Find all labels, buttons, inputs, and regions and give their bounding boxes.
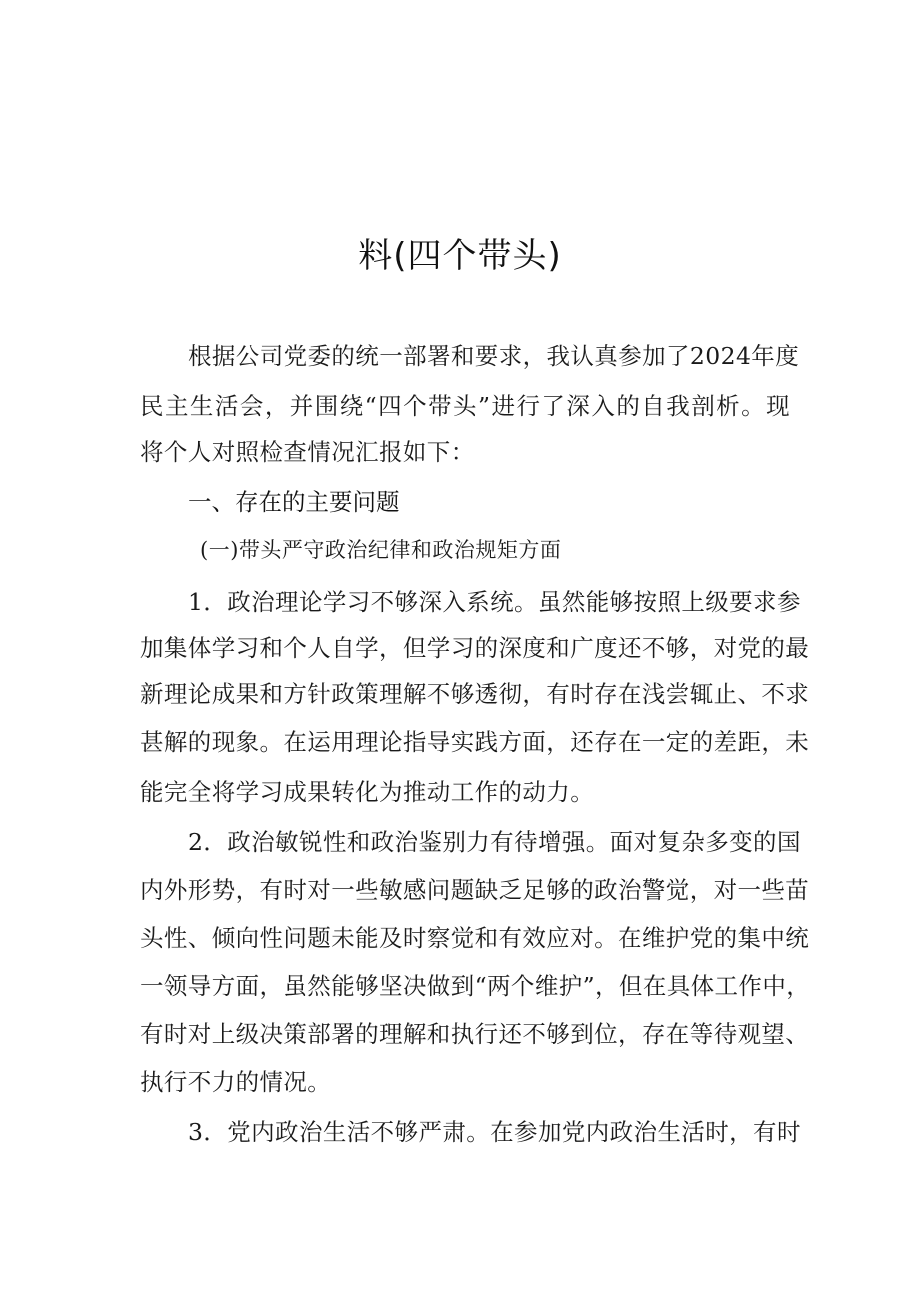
item1-line-4: 甚解的现象。在运用理论指导实践方面，还存在一定的差距，未 [140, 728, 810, 756]
item1-line-2: 加集体学习和个人自学，但学习的深度和广度还不够，对党的最 [140, 634, 810, 662]
document-title: 料(四个带头) [358, 236, 562, 276]
intro-line-1: 根据公司党委的统一部署和要求，我认真参加了2024年度 [188, 342, 800, 370]
item2-line-1: 2．政治敏锐性和政治鉴别力有待增强。面对复杂多变的国 [188, 828, 801, 856]
item2-line-2: 内外形势，有时对一些敏感问题缺乏足够的政治警觉，对一些苗 [140, 876, 810, 904]
section-heading: 一、存在的主要问题 [188, 488, 400, 516]
intro-line-3: 将个人对照检查情况汇报如下： [140, 438, 475, 466]
item2-line-5: 有时对上级决策部署的理解和执行还不够到位，存在等待观望、 [140, 1020, 810, 1048]
item2-line-6: 执行不力的情况。 [140, 1068, 332, 1096]
item1-line-1: 1．政治理论学习不够深入系统。虽然能够按照上级要求参 [188, 588, 801, 616]
item1-line-5: 能完全将学习成果转化为推动工作的动力。 [140, 778, 595, 806]
subsection-heading: (一)带头严守政治纪律和政治规矩方面 [200, 538, 562, 562]
item2-line-3: 头性、倾向性问题未能及时察觉和有效应对。在维护党的集中统 [140, 924, 810, 952]
intro-line-2: 民主生活会，并围绕“四个带头”进行了深入的自我剖析。现 [140, 392, 790, 420]
item1-line-3: 新理论成果和方针政策理解不够透彻，有时存在浅尝辄止、不求 [140, 680, 810, 708]
item2-line-4: 一领导方面，虽然能够坚决做到“两个维护”，但在具体工作中， [140, 972, 811, 1000]
item3-line-1: 3．党内政治生活不够严肃。在参加党内政治生活时，有时 [188, 1118, 801, 1146]
